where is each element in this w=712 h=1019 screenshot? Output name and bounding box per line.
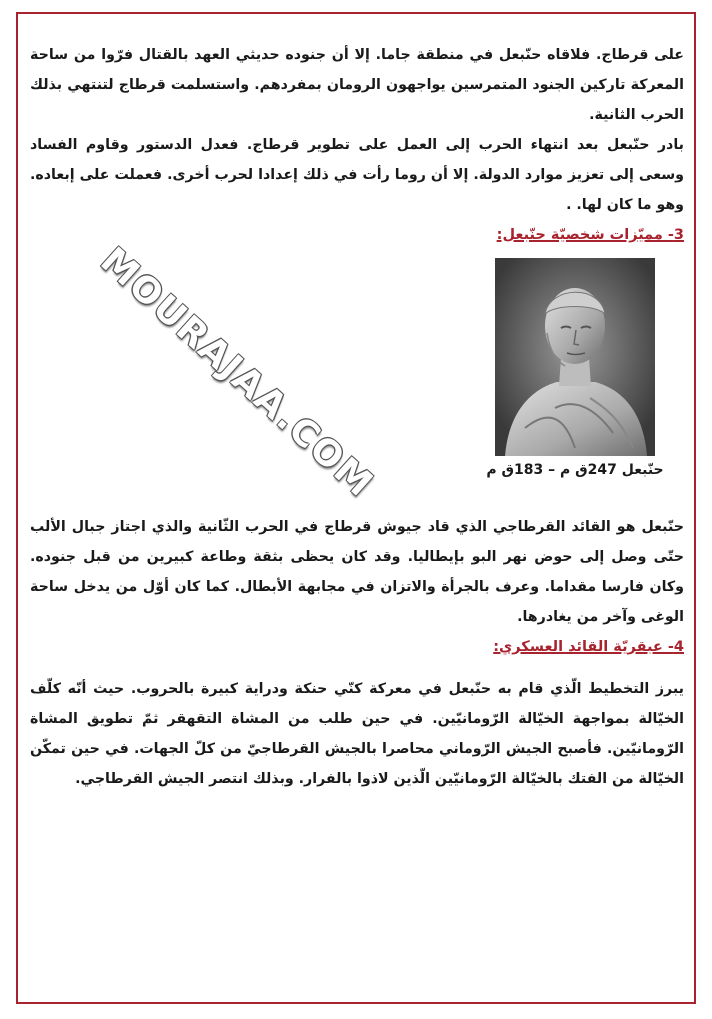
paragraph-hannibal-traits: حنّبعل هو القائد القرطاجي الذي قاد جيوش قرطاج في الحرب الثّانية والذي اجتاز جبال الألب حتّى وصل إلى حوض نهر البو بإيطاليا. وقد كان يحظى بثقة وطاعة كبيرين من قبل جنوده. وكان فارسا مقداما. وعرف بالجرأة والاتزان في مجابهة الأبطال. كما كان أوّل من يدخل ساحة الوغى وآخر من يغادرها. bbox=[30, 519, 684, 625]
figure-block bbox=[30, 250, 684, 512]
section-heading-4: 4- عبقريّة القائد العسكري: bbox=[493, 639, 684, 655]
document-content bbox=[30, 40, 684, 794]
section-heading-3: 3- مميّزات شخصيّة حنّبعل: bbox=[496, 227, 684, 243]
watermark-logo: MOURAJAA.COM bbox=[92, 240, 382, 506]
paragraph-battle-zama: على قرطاج. فلاقاه حنّبعل في منطقة جاما. إلا أن جنوده حديثي العهد بالقتال فرّوا من ساحة المعركة تاركين الجنود المتمرسين يواجهون الرومان بمفردهم. واستسلمت قرطاج لتنتهي بذلك الحرب الثانية. bbox=[30, 47, 684, 123]
paragraph-military-genius: يبرز التخطيط الّذي قام به حنّبعل في معركة كنّي حنكة ودراية كبيرة بالحروب. حيث أنّه كلّف الخيّالة بمواجهة الخيّالة الرّومانيّين. في حين طلب من المشاة التقهقر ثمّ تطويق المشاة الرّومانيّين. فأصبح الجيش الرّوماني محاصرا بالجيش القرطاجيّ من كلّ الجهات. في حين تمكّن الخيّالة من الفتك بالخيّالة الرّومانيّين الّذين لاذوا بالفرار. وبذلك انتصر الجيش القرطاجي. bbox=[30, 681, 684, 787]
hannibal-bust-image bbox=[495, 258, 655, 456]
paragraph-after-war: بادر حنّبعل بعد انتهاء الحرب إلى العمل على تطوير قرطاج. فعدل الدستور وقاوم الفساد وسعى إلى تعزيز موارد الدولة. إلا أن روما رأت في ذلك إعدادا لحرب أخرى. فعملت على إبعاده. وهو ما كان لها. . bbox=[30, 137, 684, 213]
figure-caption: حنّبعل 247ق م – 183ق م bbox=[486, 462, 664, 478]
